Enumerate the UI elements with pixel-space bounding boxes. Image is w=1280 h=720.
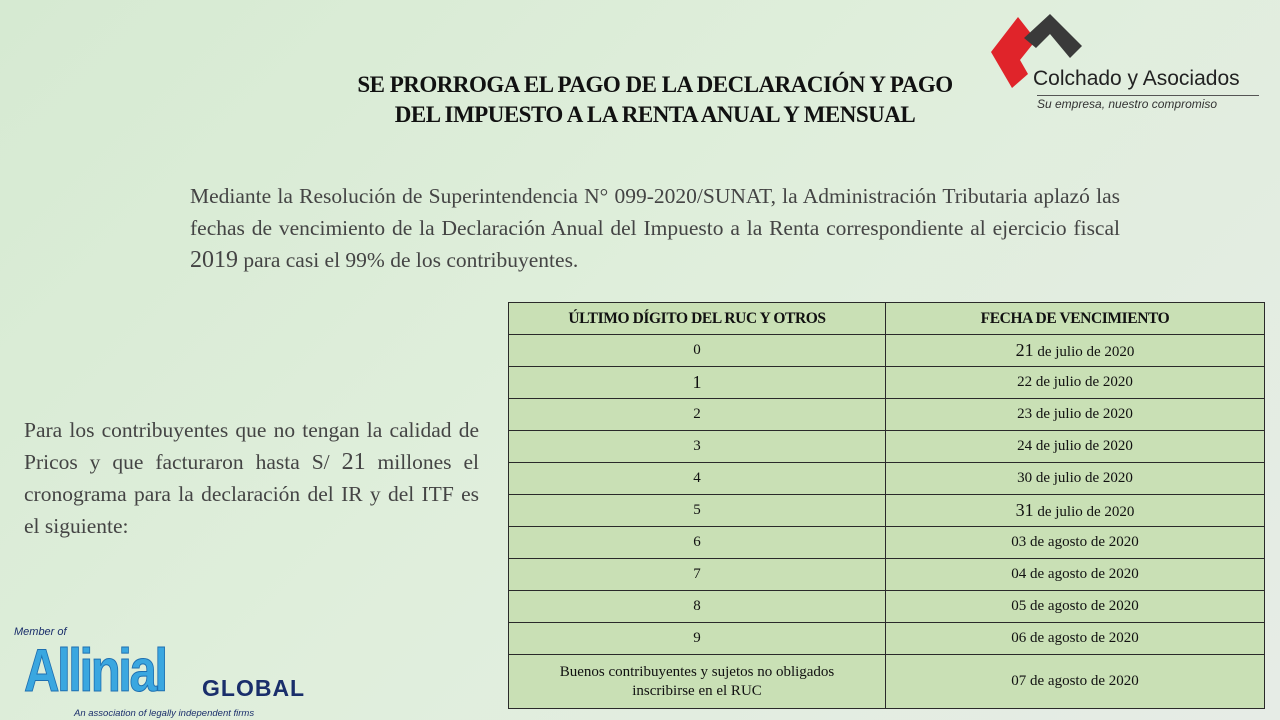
side-amount: 21 xyxy=(341,449,366,475)
others-line-2: inscribirse en el RUC xyxy=(632,682,762,699)
intro-text-before: Mediante la Resolución de Superintendencia N° 099-2020/SUNAT, la Administración Tributaria aplazó las fechas de vencimiento de la Declaración Anual del Impuesto a la Renta correspondiente al ejercicio fiscal xyxy=(190,184,1120,240)
row-digit: 0 xyxy=(509,335,886,367)
row-date xyxy=(886,495,1265,527)
row-date xyxy=(886,623,1265,655)
allinial-wordmark: Allinial xyxy=(24,637,166,704)
table-row xyxy=(509,527,1265,559)
row-date-day: 03 xyxy=(1011,534,1027,550)
row-date xyxy=(886,367,1265,399)
row-digit: 9 xyxy=(509,623,886,655)
table-row xyxy=(509,591,1265,623)
table-row-last xyxy=(509,655,1265,709)
row-date-rest: de julio de 2020 xyxy=(1032,470,1133,486)
row-date-day: 23 xyxy=(1017,406,1033,422)
row-date xyxy=(886,559,1265,591)
title-line-1: SE PRORROGA EL PAGO DE LA DECLARACIÓN Y PAGO xyxy=(357,72,953,97)
row-date-rest: de agosto de 2020 xyxy=(1026,566,1139,582)
row-digit-value: 1 xyxy=(692,372,702,392)
row-date-rest: de agosto de 2020 xyxy=(1026,534,1139,550)
row-date-others: 07 de agosto de 2020 xyxy=(886,655,1265,709)
allinial-member-label: Member of xyxy=(14,626,67,638)
row-date-rest: de julio de 2020 xyxy=(1032,374,1133,390)
row-date-rest: de agosto de 2020 xyxy=(1026,630,1139,646)
colchado-logo-name: Colchado y Asociados xyxy=(1033,67,1240,90)
table-header-row xyxy=(509,303,1265,335)
side-paragraph xyxy=(24,414,479,542)
row-date xyxy=(886,527,1265,559)
row-digit: 5 xyxy=(509,495,886,527)
row-date-day: 06 xyxy=(1011,630,1027,646)
title-line-2: DEL IMPUESTO A LA RENTA ANUAL Y MENSUAL xyxy=(394,102,916,127)
side-text-after: millones el cronograma para la declaración del IR y del ITF es el siguiente: xyxy=(24,450,479,538)
table-row xyxy=(509,623,1265,655)
row-date-rest: de julio de 2020 xyxy=(1033,344,1135,360)
row-date-day: 22 xyxy=(1017,374,1033,390)
header-digit: ÚLTIMO DÍGITO DEL RUC Y OTROS xyxy=(509,303,886,335)
colchado-logo xyxy=(988,12,1273,112)
table-row xyxy=(509,431,1265,463)
row-date-day: 24 xyxy=(1017,438,1033,454)
row-date xyxy=(886,591,1265,623)
row-date-day: 21 xyxy=(1015,340,1034,360)
table-row xyxy=(509,559,1265,591)
colchado-logo-tagline: Su empresa, nuestro compromiso xyxy=(1037,95,1259,111)
row-date-rest: de julio de 2020 xyxy=(1032,438,1133,454)
row-date xyxy=(886,463,1265,495)
table-row xyxy=(509,335,1265,367)
row-digit: 2 xyxy=(509,399,886,431)
schedule-table xyxy=(508,302,1265,709)
allinial-global-label: GLOBAL xyxy=(202,675,306,701)
intro-paragraph xyxy=(190,180,1120,276)
table-row xyxy=(509,495,1265,527)
row-digit: 4 xyxy=(509,463,886,495)
row-date-day: 30 xyxy=(1017,470,1033,486)
row-date xyxy=(886,399,1265,431)
row-date xyxy=(886,431,1265,463)
row-date-rest: de julio de 2020 xyxy=(1033,504,1135,520)
row-date xyxy=(886,335,1265,367)
table-row xyxy=(509,367,1265,399)
row-digit: 8 xyxy=(509,591,886,623)
page-title xyxy=(300,70,1010,130)
row-digit: 7 xyxy=(509,559,886,591)
header-date: FECHA DE VENCIMIENTO xyxy=(886,303,1265,335)
row-date-day: 05 xyxy=(1011,598,1027,614)
table-row xyxy=(509,399,1265,431)
intro-year: 2019 xyxy=(190,247,238,273)
table-row xyxy=(509,463,1265,495)
row-date-rest: de agosto de 2020 xyxy=(1026,598,1139,614)
row-digit: 6 xyxy=(509,527,886,559)
row-digit xyxy=(509,367,886,399)
row-digit-others xyxy=(509,655,886,709)
side-text-before: Para los contribuyentes que no tengan la calidad de Pricos y que facturaron hasta S/ xyxy=(24,418,479,474)
row-digit: 3 xyxy=(509,431,886,463)
intro-text-after: para casi el 99% de los contribuyentes. xyxy=(238,248,579,272)
row-date-rest: de julio de 2020 xyxy=(1032,406,1133,422)
row-date-day: 04 xyxy=(1011,566,1027,582)
allinial-tagline: An association of legally independent firms xyxy=(74,708,255,719)
allinial-logo xyxy=(12,624,306,720)
others-line-1: Buenos contribuyentes y sujetos no obligados xyxy=(559,663,835,680)
row-date-day: 31 xyxy=(1015,500,1034,520)
